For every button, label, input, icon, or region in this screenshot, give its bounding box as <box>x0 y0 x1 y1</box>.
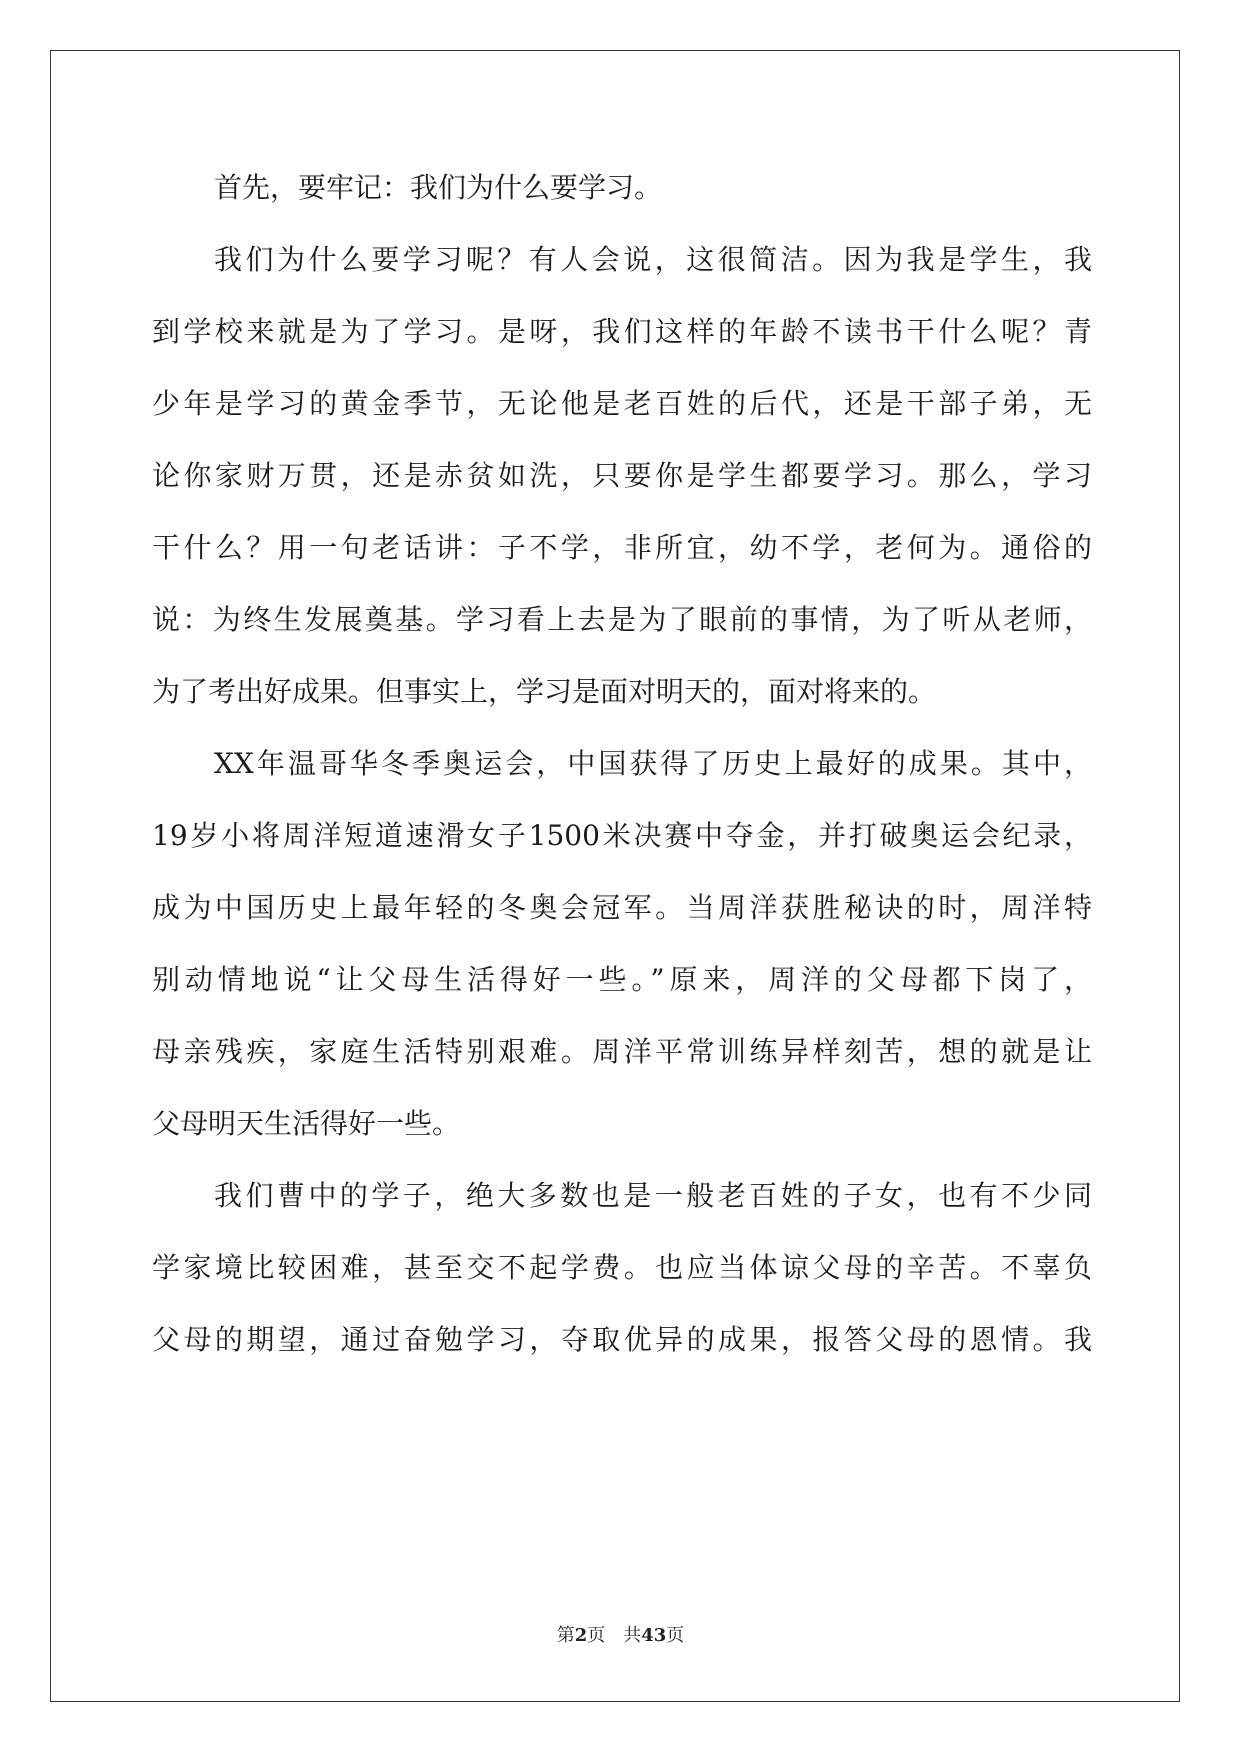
footer-total-suffix: 页 <box>666 1625 685 1646</box>
total-page-count: 43 <box>641 1625 667 1646</box>
text-line: 别动情地说“让父母生活得好一些。”原来，周洋的父母都下岗了， <box>152 963 1092 996</box>
current-page-number: 2 <box>574 1625 588 1646</box>
text-line: 说：为终生发展奠基。学习看上去是为了眼前的事情，为了听从老师， <box>152 603 1092 636</box>
footer-page-suffix: 页 <box>587 1625 606 1646</box>
text-line: 干什么？用一句老话讲：子不学，非所宜，幼不学，老何为。通俗的 <box>152 531 1092 564</box>
text-line: 学家境比较困难，甚至交不起学费。也应当体谅父母的辛苦。不辜负 <box>152 1251 1092 1284</box>
text-line: 成为中国历史上最年轻的冬奥会冠军。当周洋获胜秘诀的时，周洋特 <box>152 891 1092 924</box>
text-line: 父母的期望，通过奋勉学习，夺取优异的成果，报答父母的恩情。我 <box>152 1323 1092 1356</box>
page-footer <box>0 1624 1241 1648</box>
text-line: 我们为什么要学习呢？有人会说，这很简洁。因为我是学生，我 <box>214 243 1092 276</box>
text-line: 19岁小将周洋短道速滑女子1500米决赛中夺金，并打破奥运会纪录， <box>152 819 1092 852</box>
text-line: XX年温哥华冬季奥运会，中国获得了历史上最好的成果。其中， <box>214 747 1092 780</box>
text-line: 我们曹中的学子，绝大多数也是一般老百姓的子女，也有不少同 <box>214 1179 1092 1212</box>
footer-total-prefix: 共 <box>623 1625 642 1646</box>
footer-prefix: 第 <box>556 1625 575 1646</box>
text-line: 到学校来就是为了学习。是呀，我们这样的年龄不读书干什么呢？青 <box>152 315 1092 348</box>
text-line: 首先，要牢记：我们为什么要学习。 <box>214 171 663 204</box>
text-line: 父母明天生活得好一些。 <box>152 1107 461 1140</box>
text-line: 为了考出好成果。但事实上，学习是面对明天的，面对将来的。 <box>152 675 937 708</box>
text-line: 论你家财万贯，还是赤贫如洗，只要你是学生都要学习。那么，学习 <box>152 459 1092 492</box>
text-line: 母亲残疾，家庭生活特别艰难。周洋平常训练异样刻苦，想的就是让 <box>152 1035 1092 1068</box>
page-border <box>50 50 1180 1702</box>
text-line: 少年是学习的黄金季节，无论他是老百姓的后代，还是干部子弟，无 <box>152 387 1092 420</box>
